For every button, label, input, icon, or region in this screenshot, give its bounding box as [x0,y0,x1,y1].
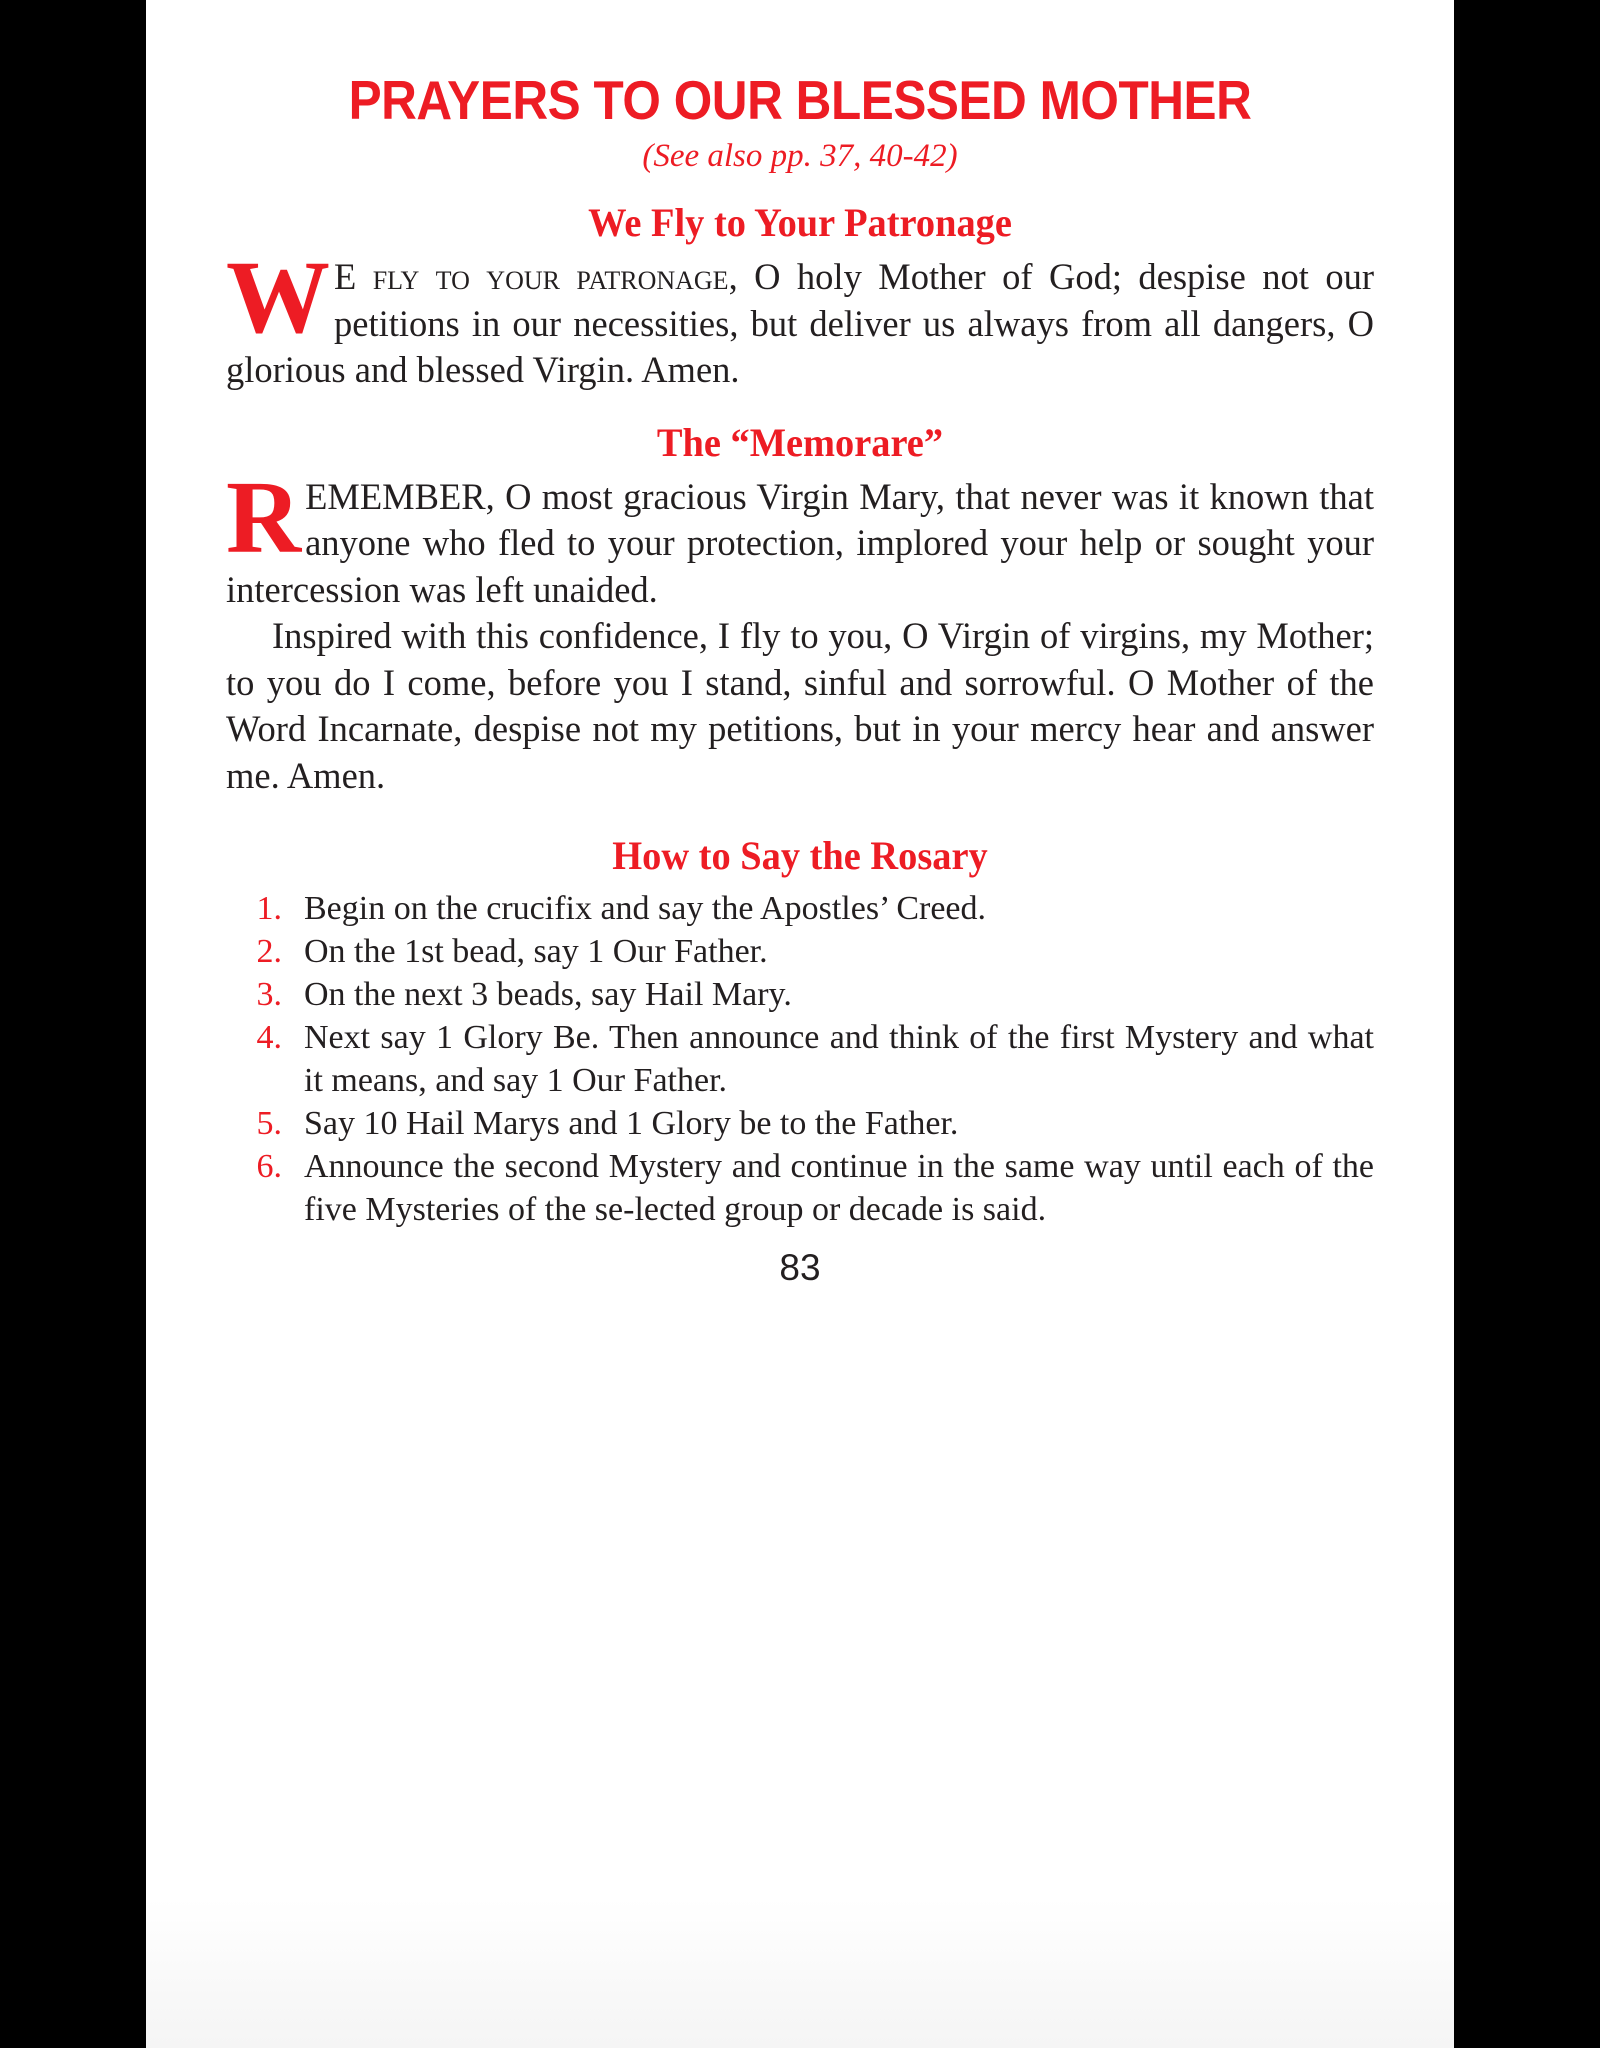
list-item [226,1102,1374,1145]
list-item-text: Say 10 Hail Marys and 1 Glory be to the Father. [304,1105,959,1143]
list-item-number: 6. [256,1148,282,1186]
page-number: 83 [779,1247,821,1289]
list-item-number: 5. [256,1105,282,1143]
memorare-body: O most gracious Virgin Mary, that never was it known that anyone who fled to your protection, implored your help or sought your intercession was left unaided. [226,475,1374,610]
list-item [226,1016,1374,1102]
list-item [226,1145,1374,1231]
letterbox-bar-right [1454,0,1600,2048]
list-item [226,930,1374,973]
page-content [146,69,1454,1289]
page-title: PRAYERS TO OUR BLESSED MOTHER [348,69,1252,131]
list-item-number: 3. [256,976,282,1014]
rosary-steps-list [226,887,1374,1231]
list-item-number: 1. [256,890,282,928]
book-page [146,0,1454,2048]
prayer-patronage-text [226,254,1374,394]
patronage-body: O holy Mother of God; despise not our petitions in our necessities, but deliver us always from all dangers, O glorious and blessed Virgin. Amen. [226,256,1374,391]
dropcap-w: W [226,254,330,356]
list-item [226,973,1374,1016]
section-heading-memorare: The “Memorare” [656,419,944,465]
list-item-number: 4. [256,1019,282,1057]
prayer-memorare-text [226,474,1374,614]
prayer-memorare [226,474,1374,800]
list-item [226,887,1374,930]
cross-reference-note: (See also pp. 37, 40-42) [642,138,958,175]
list-item-text: Announce the second Mystery and continue in the same way until each of the five Mysteries of the se-lected group or decade is said. [304,1148,1374,1229]
dropcap-r: R [226,473,302,575]
memorare-lead-smallcaps: EMEMBER, [305,475,495,517]
list-item-text: On the next 3 beads, say Hail Mary. [304,976,792,1014]
list-item-text: On the 1st bead, say 1 Our Father. [304,933,768,971]
patronage-lead-smallcaps: E fly to your patronage, [334,256,738,298]
list-item-number: 2. [256,933,282,971]
list-item-text: Next say 1 Glory Be. Then announce and think of the first Mystery and what it means, and say 1 Our Father. [304,1019,1374,1100]
masthead [226,69,1374,175]
list-item-text: Begin on the crucifix and say the Apostles’ Creed. [304,890,987,928]
page-bottom-shading [146,1898,1454,2048]
prayer-patronage [226,254,1374,394]
letterbox-bar-left [0,0,146,2048]
section-heading-rosary: How to Say the Rosary [612,833,988,879]
memorare-second-paragraph: Inspired with this confidence, I fly to you, O Virgin of virgins, my Mother; to you do I come, before you I stand, sinful and sorrowful. O Mother of the Word Incarnate, despise not my petitions, but in your mercy hear and answer me. Amen. [226,615,1374,796]
section-heading-patronage: We Fly to Your Patronage [588,200,1012,246]
